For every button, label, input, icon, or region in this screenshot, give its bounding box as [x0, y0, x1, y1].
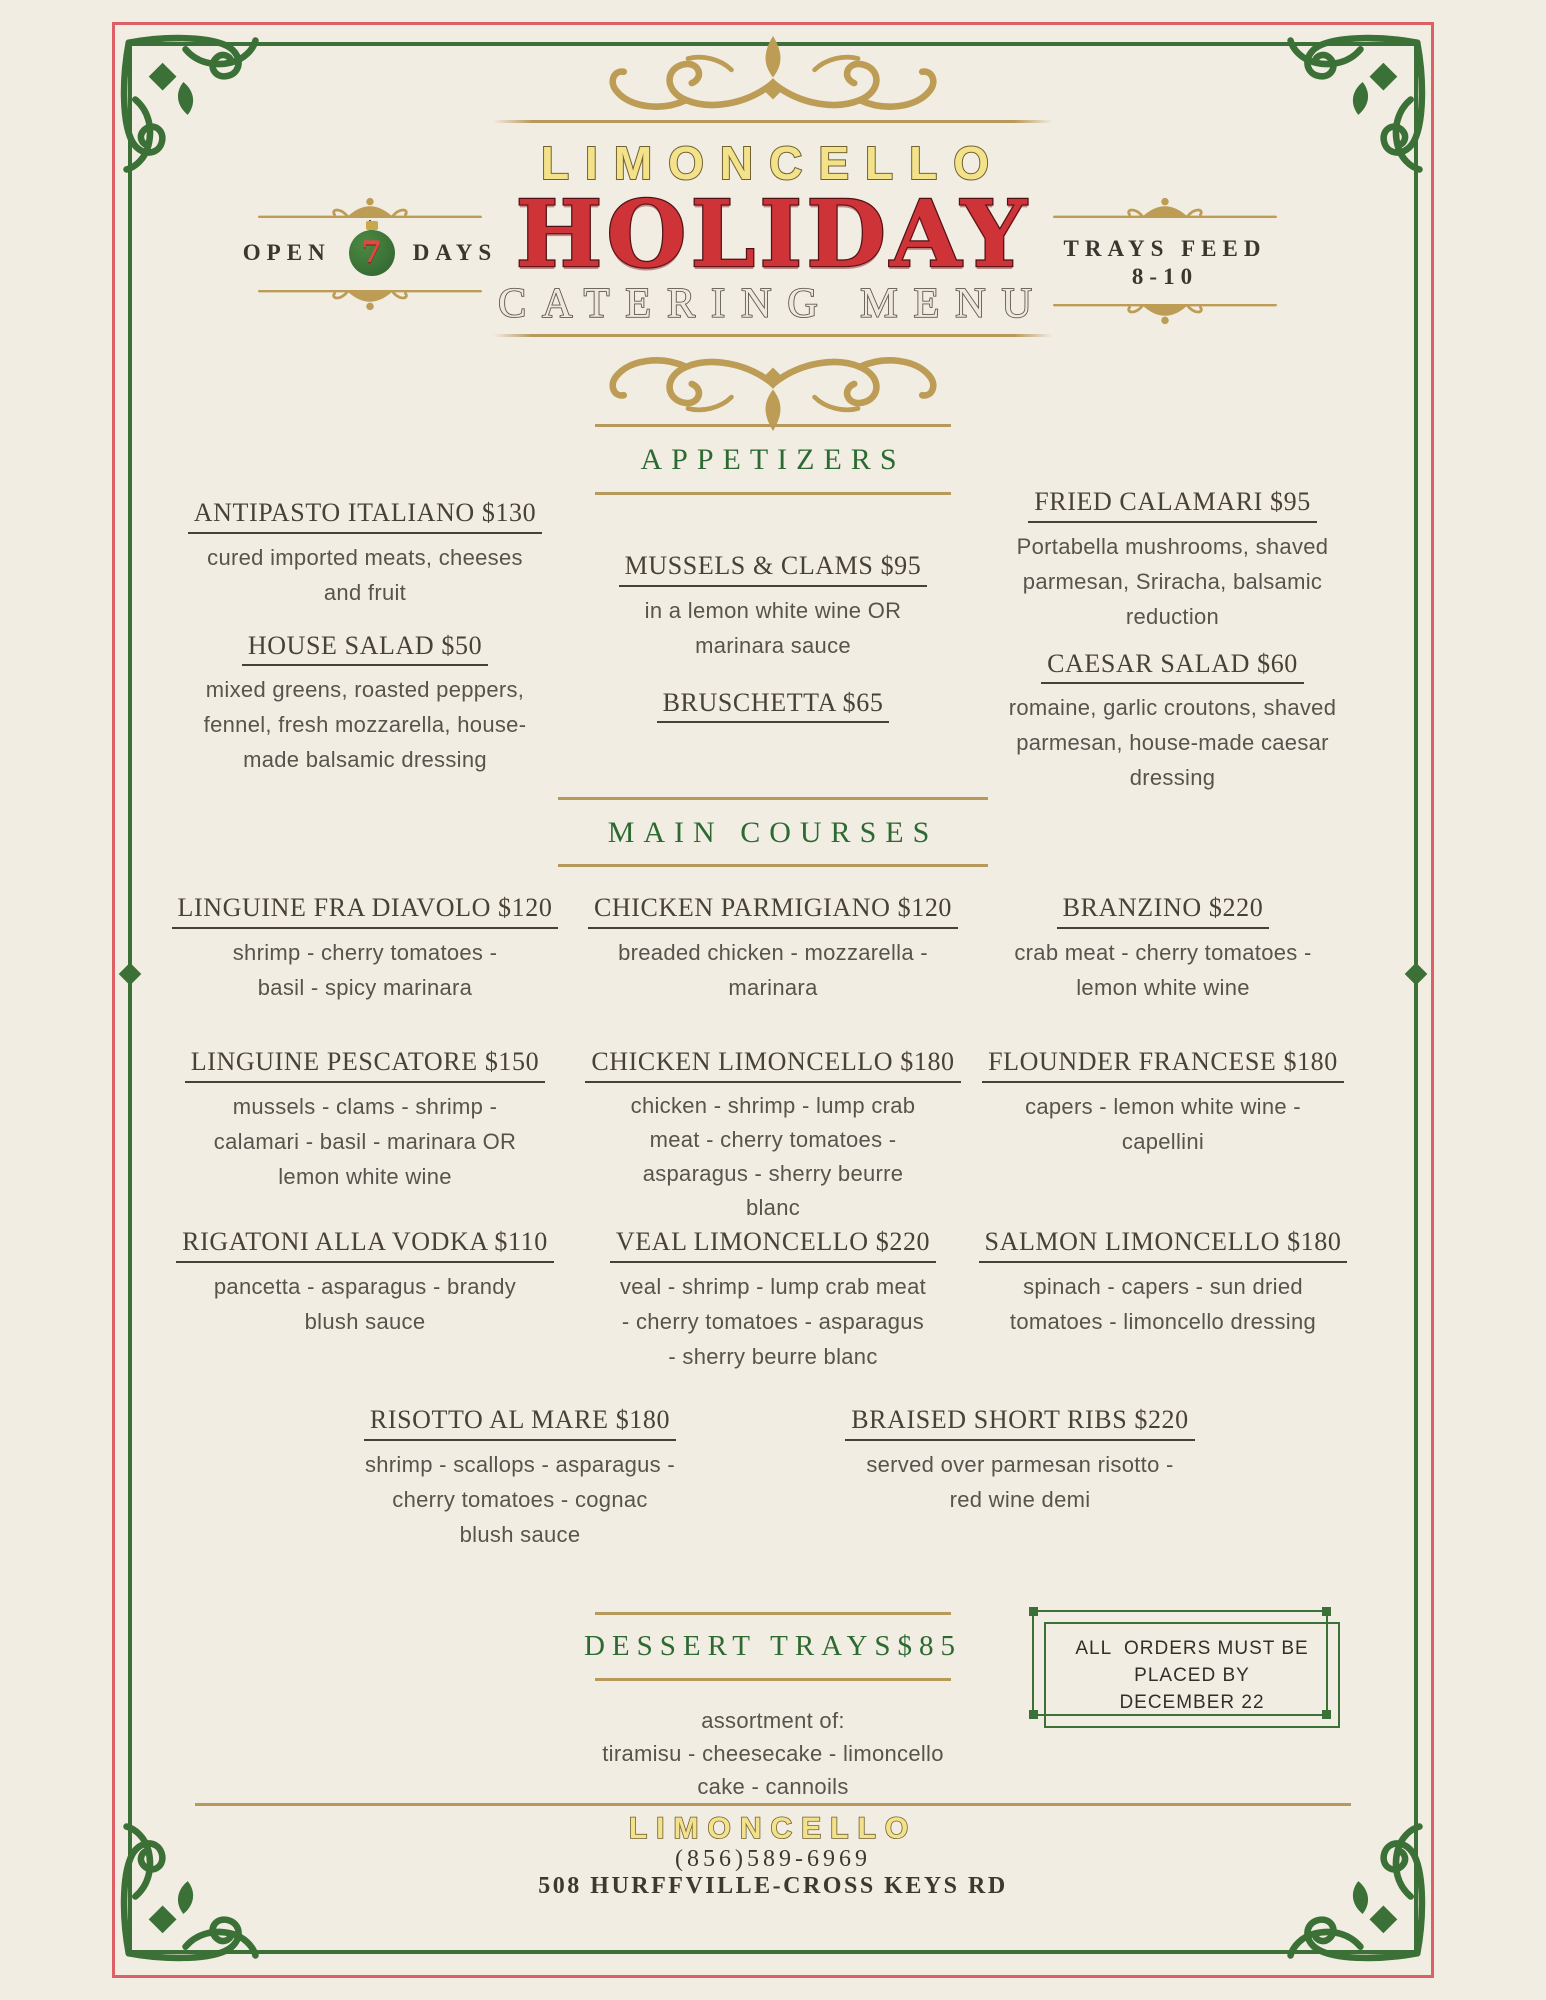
menu-item: [950, 1226, 1376, 1339]
crown-divider-icon: [250, 284, 490, 312]
menu-item-desc: romaine, garlic croutons, shaved parmesan, house-made caesar dressing: [1008, 695, 1337, 790]
menu-item-desc: in a lemon white wine OR marinara sauce: [644, 597, 902, 658]
menu-title: HOLIDAY: [515, 180, 1031, 288]
menu-item-desc: mussels - clams - shrimp - calamari - basil - marinara OR lemon white wine: [213, 1093, 517, 1189]
menu-item-desc: mixed greens, roasted peppers, fennel, fresh mozzarella, house- made balsamic dressing: [203, 677, 527, 772]
section-divider: [595, 424, 951, 427]
menu-item: [950, 892, 1376, 1005]
menu-item-title: BRAISED SHORT RIBS $220: [845, 1404, 1195, 1441]
menu-item: [140, 1046, 590, 1194]
menu-item-title: CHICKEN LIMONCELLO $180: [585, 1046, 960, 1083]
menu-item-title: SALMON LIMONCELLO $180: [979, 1226, 1348, 1263]
days-label: DAYS: [412, 240, 498, 265]
open-seven-days-badge: [235, 196, 505, 312]
trays-feed-count: 8-10: [1131, 264, 1199, 289]
gold-divider: [493, 334, 1053, 337]
menu-item-title: ANTIPASTO ITALIANO $130: [188, 497, 543, 534]
border-diamond-icon: [1405, 963, 1428, 986]
menu-item-title: MUSSELS & CLAMS $95: [619, 550, 928, 587]
menu-item-title: RISOTTO AL MARE $180: [364, 1404, 676, 1441]
trays-feed-label: TRAYS FEED: [1063, 236, 1267, 261]
section-divider: [595, 1678, 951, 1681]
menu-item-desc: pancetta - asparagus - brandy blush sauce: [213, 1273, 517, 1334]
menu-item: [566, 1226, 980, 1374]
menu-item: [950, 1046, 1376, 1159]
footer-divider: [195, 1803, 1351, 1806]
menu-item-desc: veal - shrimp - lump crab meat - cherry tomatoes - asparagus - sherry beurre blanc: [619, 1273, 927, 1369]
footer-address: 508 HURFFVILLE-CROSS KEYS RD: [538, 1873, 1008, 1899]
open-days-number: 7: [361, 235, 383, 270]
orders-line: ALL ORDERS MUST BE: [1075, 1637, 1309, 1659]
section-divider: [595, 492, 951, 495]
menu-item-desc: shrimp - cherry tomatoes - basil - spicy marinara: [232, 939, 498, 1000]
menu-item-title: CHICKEN PARMIGIANO $120: [588, 892, 958, 929]
menu-item-desc: shrimp - scallops - asparagus - cherry tomatoes - cognac blush sauce: [364, 1451, 676, 1547]
menu-item: [573, 550, 973, 663]
menu-item-desc: breaded chicken - mozzarella - marinara: [618, 939, 928, 1000]
menu-item-desc: spinach - capers - sun dried tomatoes - limoncello dressing: [1009, 1273, 1317, 1334]
menu-item-title: LINGUINE FRA DIAVOLO $120: [172, 892, 559, 929]
menu-item: [566, 892, 980, 1005]
menu-item: [960, 486, 1385, 634]
section-divider: [558, 864, 988, 867]
gold-divider: [493, 120, 1053, 123]
dessert-desc: assortment of: tiramisu - cheesecake - limoncello cake - cannoils: [602, 1708, 944, 1799]
orders-line: PLACED BY: [1134, 1664, 1250, 1686]
section-divider: [595, 1612, 951, 1615]
crown-divider-icon: [1045, 298, 1285, 326]
trays-feed-badge: [1040, 196, 1290, 326]
menu-subtitle: CATERING MENU: [498, 281, 1048, 327]
appetizers-right-column: [960, 486, 1385, 815]
gold-flourish-icon: [603, 348, 943, 433]
footer-brand: LIMONCELLO: [628, 1812, 918, 1845]
open-label: OPEN: [242, 240, 331, 265]
menu-item-desc: capers - lemon white wine - capellini: [1025, 1093, 1301, 1154]
restaurant-name: LIMONCELLO: [540, 137, 1006, 189]
menu-item-title: RIGATONI ALLA VODKA $110: [176, 1226, 554, 1263]
footer-phone: (856)589-6969: [675, 1846, 871, 1872]
appetizers-heading: APPETIZERS: [640, 443, 906, 476]
menu-item: [140, 630, 590, 778]
menu-item: [140, 497, 590, 610]
menu-item-title: VEAL LIMONCELLO $220: [610, 1226, 936, 1263]
section-divider: [558, 797, 988, 800]
menu-item-desc: cured imported meats, cheeses and fruit: [207, 544, 523, 605]
menu-item: [566, 1046, 980, 1225]
menu-item-desc: Portabella mushrooms, shaved parmesan, Sriracha, balsamic reduction: [1016, 533, 1329, 629]
menu-item-title: BRANZINO $220: [1057, 892, 1270, 929]
dessert-heading: DESSERT TRAYS$85: [583, 1630, 963, 1662]
menu-item-title: FRIED CALAMARI $95: [1028, 486, 1317, 523]
gold-flourish-icon: [603, 34, 943, 119]
border-diamond-icon: [119, 963, 142, 986]
menu-item-title: FLOUNDER FRANCESE $180: [982, 1046, 1344, 1083]
menu-item: [285, 1404, 755, 1552]
menu-item: [140, 892, 590, 1005]
menu-item-title: BRUSCHETTA $65: [657, 687, 890, 724]
crown-divider-icon: [1045, 196, 1285, 224]
menu-item-title: LINGUINE PESCATORE $150: [185, 1046, 545, 1083]
orders-line: DECEMBER 22: [1119, 1691, 1265, 1713]
main-courses-heading: MAIN COURSES: [607, 816, 939, 849]
menu-item: [140, 1226, 590, 1339]
menu-item-desc: chicken - shrimp - lump crab meat - cherry tomatoes - asparagus - sherry beurre blanc: [630, 1092, 916, 1220]
menu-item-desc: served over parmesan risotto - red wine demi: [866, 1451, 1174, 1512]
menu-item: [795, 1404, 1245, 1517]
appetizers-center-column: [573, 550, 973, 743]
ornament-ball-icon: [349, 230, 395, 276]
menu-item: [960, 648, 1385, 796]
menu-item-title: CAESAR SALAD $60: [1041, 648, 1304, 685]
menu-item-desc: crab meat - cherry tomatoes - lemon white wine: [1014, 939, 1312, 1000]
appetizers-left-column: [140, 497, 590, 797]
menu-item: [573, 687, 973, 724]
menu-item-title: HOUSE SALAD $50: [242, 630, 488, 667]
orders-deadline-box: [1044, 1622, 1340, 1728]
